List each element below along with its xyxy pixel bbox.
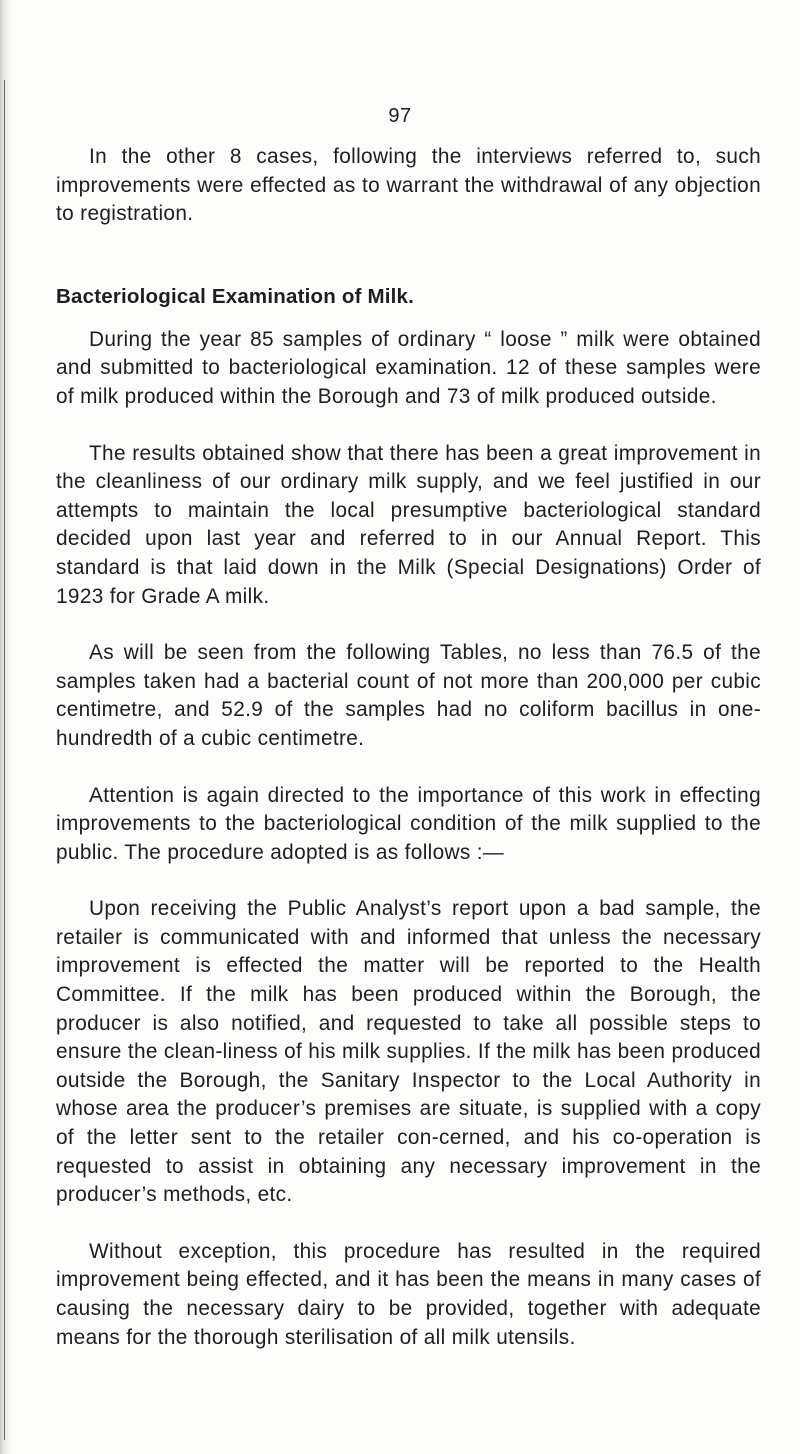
section-heading: Bacteriological Examination of Milk. <box>56 284 415 308</box>
paragraph-attention: Attention is again directed to the importance of this work in effecting improvements to the bacteriological condition of the milk supplied to the public. The procedure adopted is as follows :— <box>56 783 761 864</box>
paragraph-outcome: Without exception, this procedure has resulted in the required improvement being effected, and it has been the means in many cases of causing the necessary dairy to be provided, together with adequate means for the thorough sterilisation of all milk utensils. <box>56 1239 761 1349</box>
paragraph-results: The results obtained show that there has been a great improvement in the cleanliness of our ordinary milk supply, and we feel justified in our attempts to maintain the local presumptive bacteriological standard decided upon last year and referred to in our Annual Report. This standard is that laid down in the Milk (Special Designations) Order of 1923 for Grade A milk. <box>56 441 761 608</box>
paragraph-samples: During the year 85 samples of ordinary “ loose ” milk were obtained and submitted to bacteriological examination. 12 of these samples were of milk produced within the Borough and 73 of milk produced outside. <box>56 327 761 408</box>
paragraph-procedure: Upon receiving the Public Analyst’s report upon a bad sample, the retailer is communicated with and informed that unless the necessary improvement is effected the matter will be reported to the Health Committee. If the milk has been produced within the Borough, the producer is also notified, and requested to take all possible steps to ensure the clean-liness of his milk supplies. If the milk has been produced outside the Borough, the Sanitary Inspector to the Local Authority in whose area the producer’s premises are situate, is supplied with a copy of the letter sent to the retailer con-cerned, and his co-operation is requested to assist in obtaining any necessary improvement in the producer’s methods, etc. <box>56 897 761 1207</box>
page-edge-line <box>4 80 5 1440</box>
page-binding-edge <box>0 0 14 1454</box>
document-body <box>56 143 761 1352</box>
page-number: 97 <box>388 105 412 127</box>
paragraph-tables: As will be seen from the following Tables, no less than 76.5 of the samples taken had a bacterial count of not more than 200,000 per cubic centimetre, and 52.9 of the samples had no coliform bacillus in one-hundredth of a cubic centimetre. <box>56 641 761 750</box>
intro-paragraph: In the other 8 cases, following the interviews referred to, such improvements were effected as to warrant the withdrawal of any objection to registration. <box>56 145 761 226</box>
